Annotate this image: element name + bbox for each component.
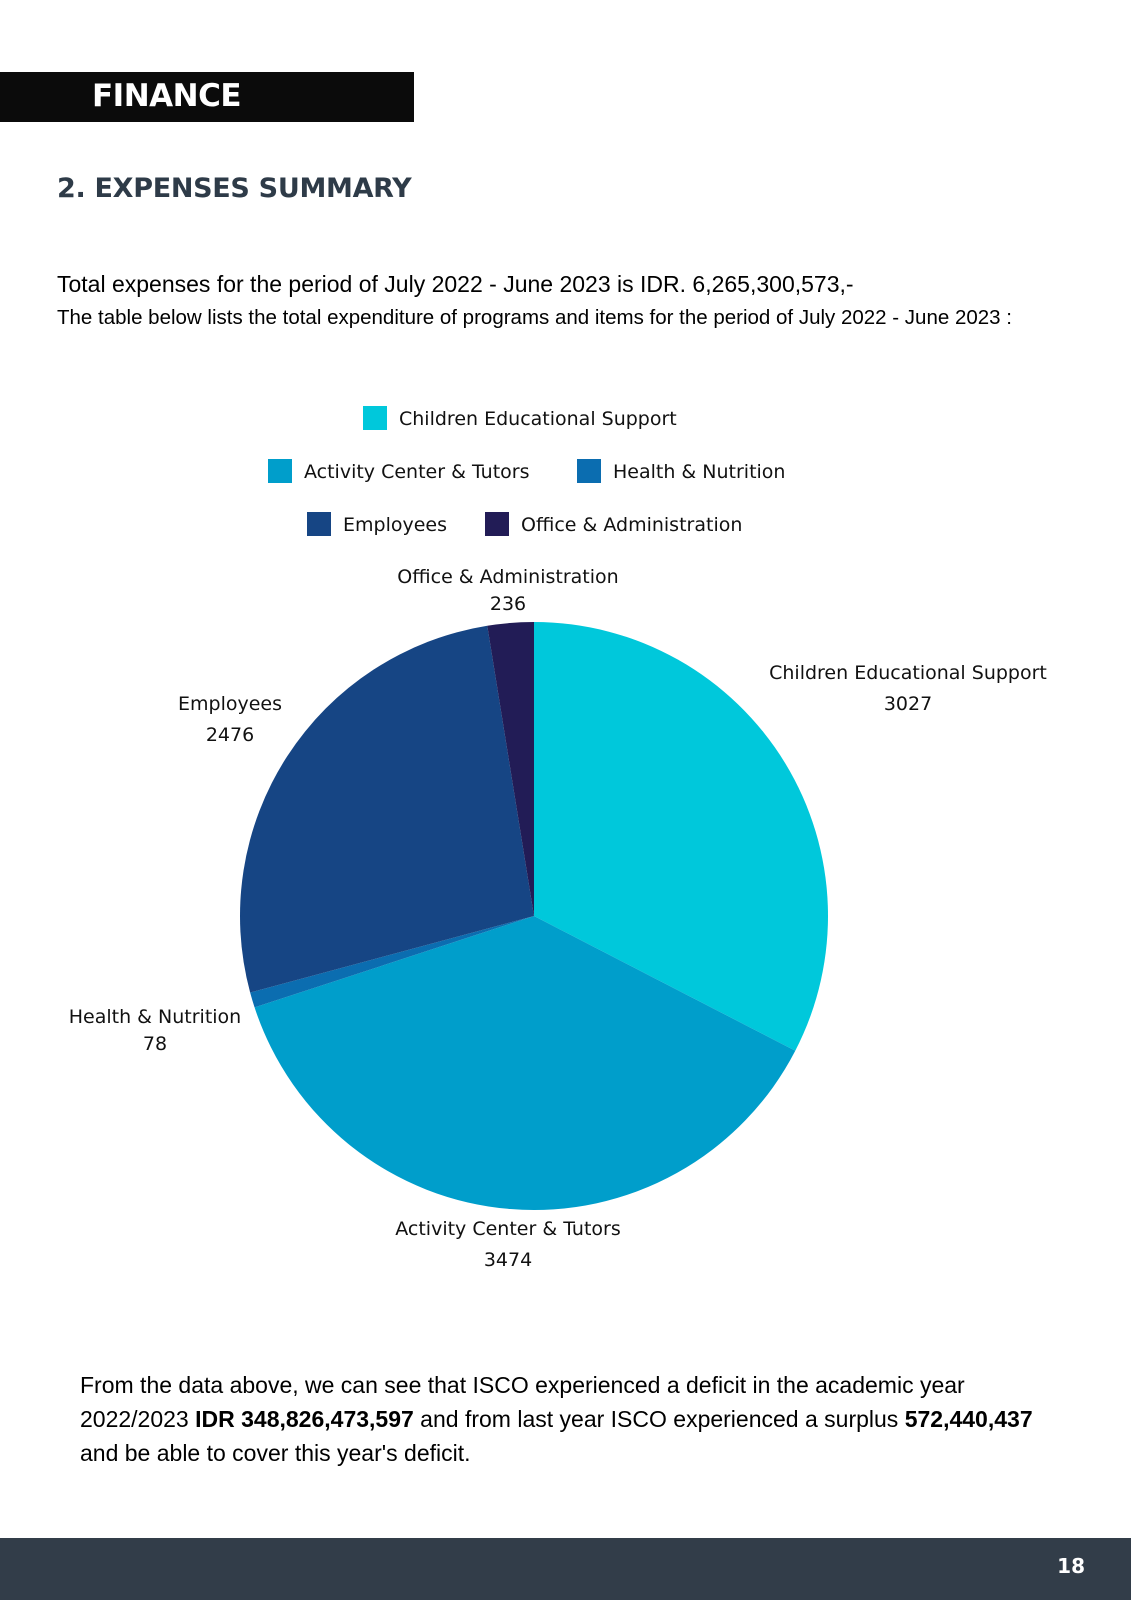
section-banner [0, 72, 414, 122]
data-label-value-employees: 2476 [205, 724, 255, 746]
data-label-value-health-and-nutrition: 78 [142, 1033, 168, 1055]
legend-swatch-office-and-administration [485, 512, 509, 536]
page-number: 18 [1057, 1554, 1085, 1578]
legend-label-employees: Employees [343, 514, 447, 536]
footer-bar [0, 1538, 1131, 1600]
data-label-value-activity-center-and-tutors: 3474 [483, 1249, 533, 1271]
surplus-amount: 572,440,437 [904, 1406, 1033, 1432]
pie-slices [240, 622, 828, 1210]
conclusion-paragraph [80, 1368, 1070, 1470]
conclusion-text-2: and from last year ISCO experienced a surplus [413, 1406, 905, 1432]
legend-label-activity-center-and-tutors: Activity Center & Tutors [304, 461, 530, 483]
conclusion-text-3: and be able to cover this year's deficit. [80, 1440, 471, 1466]
data-label-value-office-and-administration: 236 [489, 593, 527, 615]
conclusion-text-1: From the data above, we can see that ISCO experienced a deficit in the academic year 2022/2023 [80, 1372, 965, 1432]
legend-swatch-health-and-nutrition [577, 459, 601, 483]
data-label-name-health-and-nutrition: Health & Nutrition [68, 1006, 242, 1028]
expenses-pie-chart [0, 380, 1131, 1280]
data-label-name-activity-center-and-tutors: Activity Center & Tutors [395, 1218, 621, 1240]
legend-label-children-educational-support: Children Educational Support [399, 408, 677, 430]
legend-swatch-children-educational-support [363, 406, 387, 430]
deficit-amount: IDR 348,826,473,597 [195, 1406, 414, 1432]
data-label-name-children-educational-support: Children Educational Support [769, 662, 1047, 684]
legend-swatch-employees [307, 512, 331, 536]
legend-label-office-and-administration: Office & Administration [521, 514, 743, 536]
total-expenses-text: Total expenses for the period of July 2022 - June 2023 is IDR. 6,265,300,573,- [57, 271, 854, 297]
intro-description: The table below lists the total expenditure of programs and items for the period of July 2022 - June 2023 : [57, 306, 1012, 329]
page-title: 2. EXPENSES SUMMARY [57, 173, 412, 204]
data-label-value-children-educational-support: 3027 [883, 693, 933, 715]
section-label: FINANCE [92, 78, 242, 114]
chart-legend [268, 406, 785, 536]
legend-label-health-and-nutrition: Health & Nutrition [613, 461, 786, 483]
legend-swatch-activity-center-and-tutors [268, 459, 292, 483]
data-label-name-office-and-administration: Office & Administration [397, 566, 619, 588]
data-label-name-employees: Employees [178, 693, 282, 715]
